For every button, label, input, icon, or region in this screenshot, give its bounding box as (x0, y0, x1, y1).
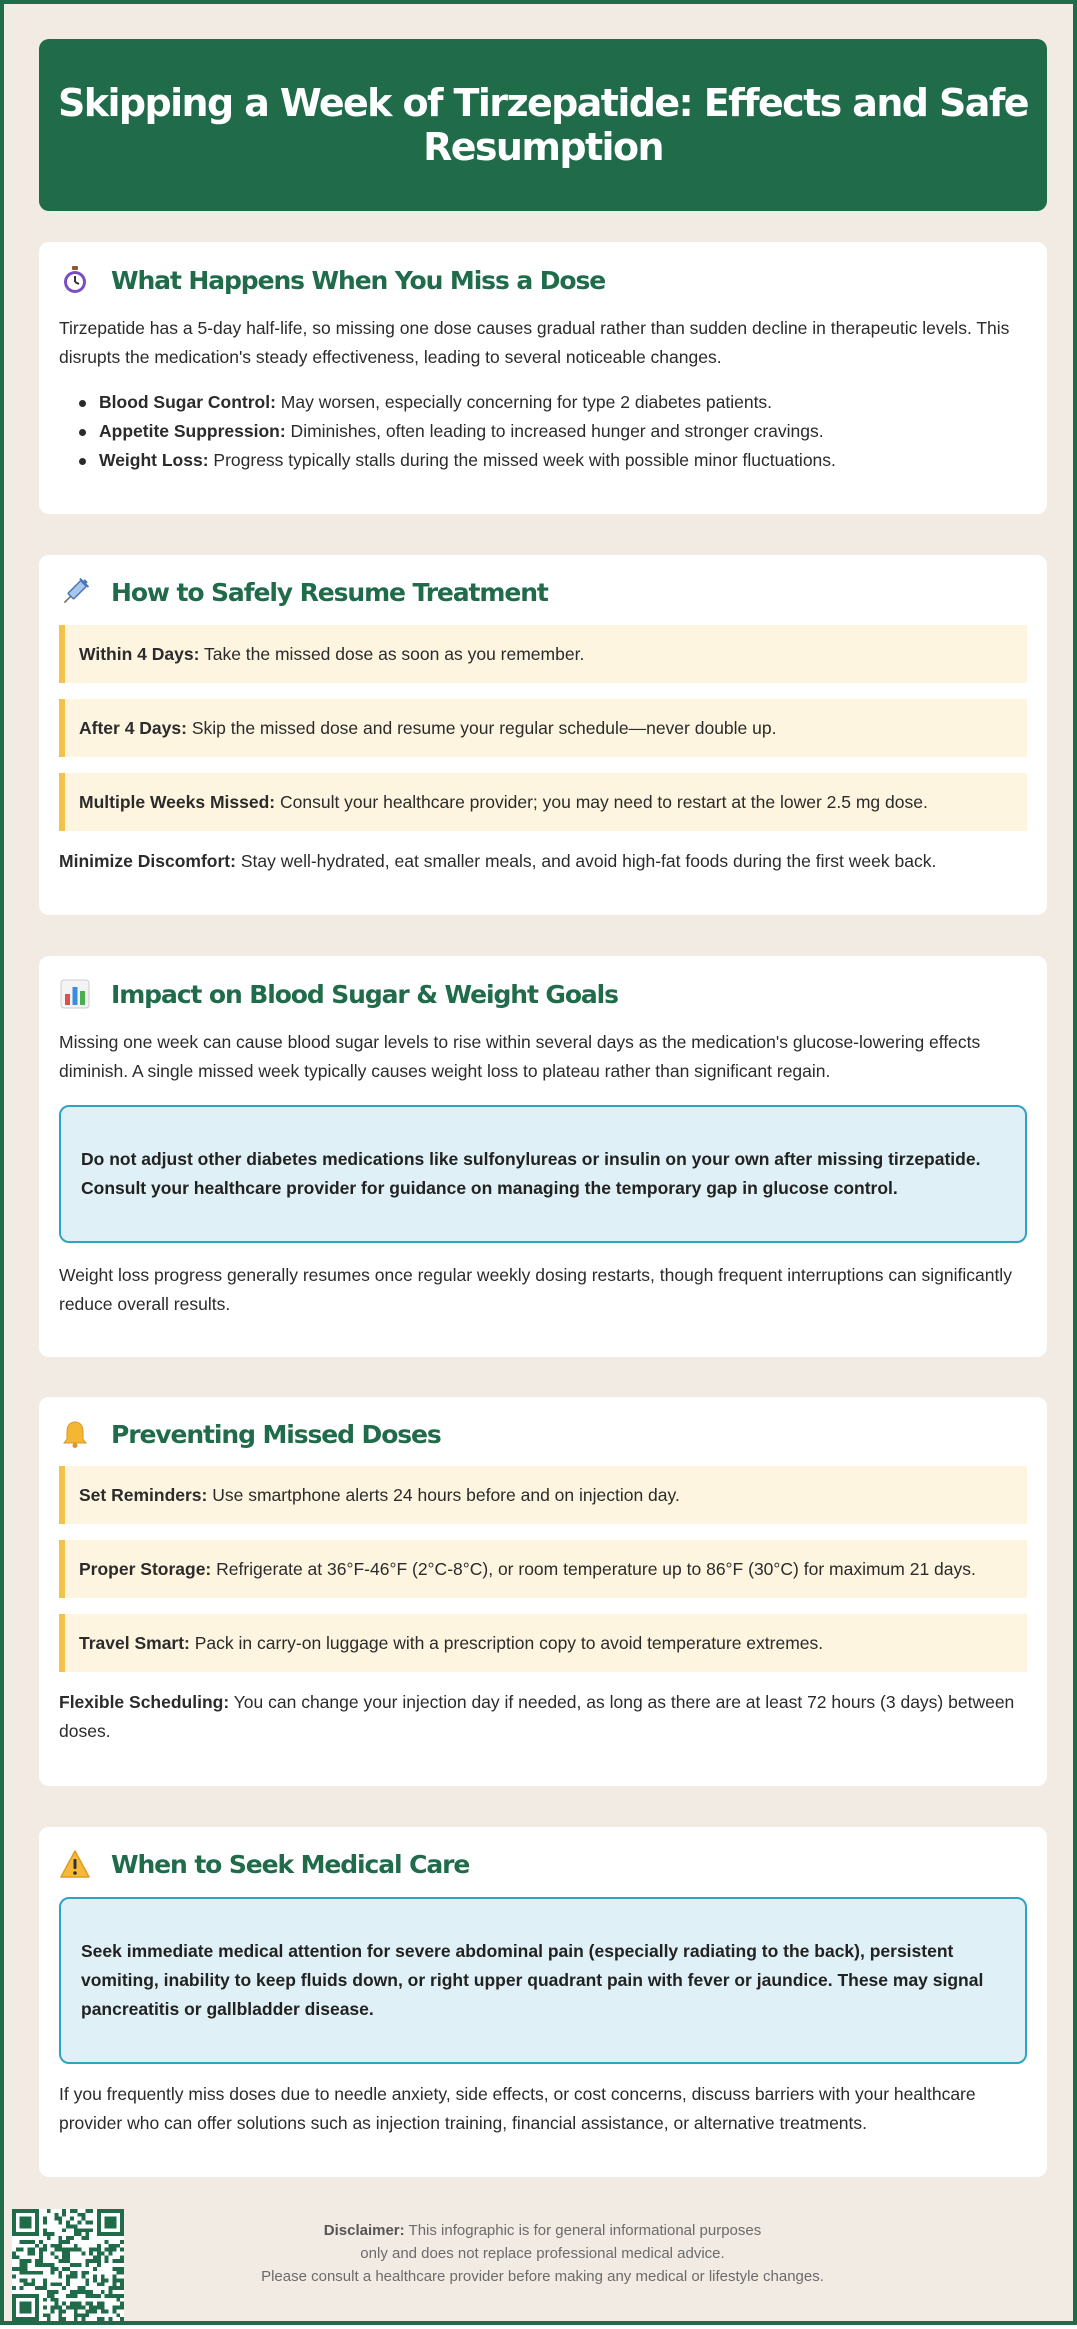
qr-code-icon (12, 2209, 124, 2321)
section-prevent (39, 1397, 1047, 1786)
section-resume-treatment (39, 555, 1047, 915)
section-note: Minimize Discomfort: Stay well-hydrated, eat smaller meals, and avoid high-fat foods during the first week back. (59, 851, 937, 871)
page-title: Skipping a Week of Tirzepatide: Effects and Safe Resumption (58, 81, 1028, 169)
section-heading (59, 576, 548, 608)
header-banner (39, 39, 1047, 211)
section-heading (59, 978, 618, 1010)
tip-travel-smart: Travel Smart: Pack in carry-on luggage with a prescription copy to avoid temperature extremes. (59, 1614, 1027, 1672)
tip-proper-storage: Proper Storage: Refrigerate at 36°F-46°F (2°C-8°C), or room temperature up to 86°F (30°C) for maximum 21 days. (59, 1540, 1027, 1598)
section-heading (59, 264, 605, 296)
disclaimer: Disclaimer: This infographic is for general informational purposes only and does not replace professional medical advice. Please consult a healthcare provider before making any medical or lifestyle changes. (261, 2222, 824, 2285)
section-title: When to Seek Medical Care (111, 1849, 470, 1879)
section-intro: Tirzepatide has a 5-day half-life, so missing one dose causes gradual rather than sudden decline in therapeutic levels. This disrupts the medication's steady effectiveness, leading to several noticeable changes. (59, 318, 1010, 367)
section-medical-care (39, 1827, 1047, 2177)
tip-within-4-days: Within 4 Days: Take the missed dose as soon as you remember. (59, 625, 1027, 683)
emergency-alert: Seek immediate medical attention for severe abdominal pain (especially radiating to the back), persistent vomiting, inability to keep fluids down, or right upper quadrant pain with fever or jaundice. These may signal pancreatitis or gallbladder disease. (59, 1897, 1027, 2064)
section-note: Flexible Scheduling: You can change your injection day if needed, as long as there are at least 72 hours (3 days) between doses. (59, 1692, 1015, 1741)
section-intro: Missing one week can cause blood sugar levels to rise within several days as the medication's glucose-lowering effects diminish. A single missed week typically causes weight loss to plateau rather than significant regain. (59, 1032, 981, 1081)
warning-icon (59, 1848, 91, 1880)
section-outro: Weight loss progress generally resumes once regular weekly dosing restarts, though frequent interruptions can significantly reduce overall results. (59, 1265, 1012, 1314)
section-impact (39, 956, 1047, 1357)
tip-set-reminders: Set Reminders: Use smartphone alerts 24 hours before and on injection day. (59, 1466, 1027, 1524)
stopwatch-icon (59, 264, 91, 296)
list-item: Appetite Suppression: Diminishes, often leading to increased hunger and stronger cravings. (79, 417, 1027, 446)
syringe-icon (59, 576, 91, 608)
list-item: Weight Loss: Progress typically stalls during the missed week with possible minor fluctuations. (79, 446, 1027, 475)
section-missed-dose (39, 242, 1047, 514)
section-title: Impact on Blood Sugar & Weight Goals (111, 979, 618, 1009)
tip-multiple-weeks: Multiple Weeks Missed: Consult your healthcare provider; you may need to restart at the lower 2.5 mg dose. (59, 773, 1027, 831)
footer (4, 2199, 1077, 2329)
section-title: What Happens When You Miss a Dose (111, 265, 606, 295)
section-title: How to Safely Resume Treatment (111, 577, 548, 607)
tip-after-4-days: After 4 Days: Skip the missed dose and resume your regular schedule—never double up. (59, 699, 1027, 757)
bar-chart-icon (59, 978, 91, 1010)
section-heading (59, 1848, 469, 1880)
section-outro: If you frequently miss doses due to needle anxiety, side effects, or cost concerns, discuss barriers with your healthcare provider who can offer solutions such as injection training, financial assistance, or alternative treatments. (59, 2084, 976, 2133)
list-item: Blood Sugar Control: May worsen, especially concerning for type 2 diabetes patients. (79, 388, 1027, 417)
section-title: Preventing Missed Doses (111, 1419, 441, 1449)
medication-alert: Do not adjust other diabetes medications like sulfonylureas or insulin on your own after missing tirzepatide. Consult your healthcare provider for guidance on managing the temporary gap in glucose control. (59, 1105, 1027, 1243)
effects-list (79, 388, 1027, 475)
section-heading (59, 1418, 441, 1450)
bell-icon (59, 1418, 91, 1450)
